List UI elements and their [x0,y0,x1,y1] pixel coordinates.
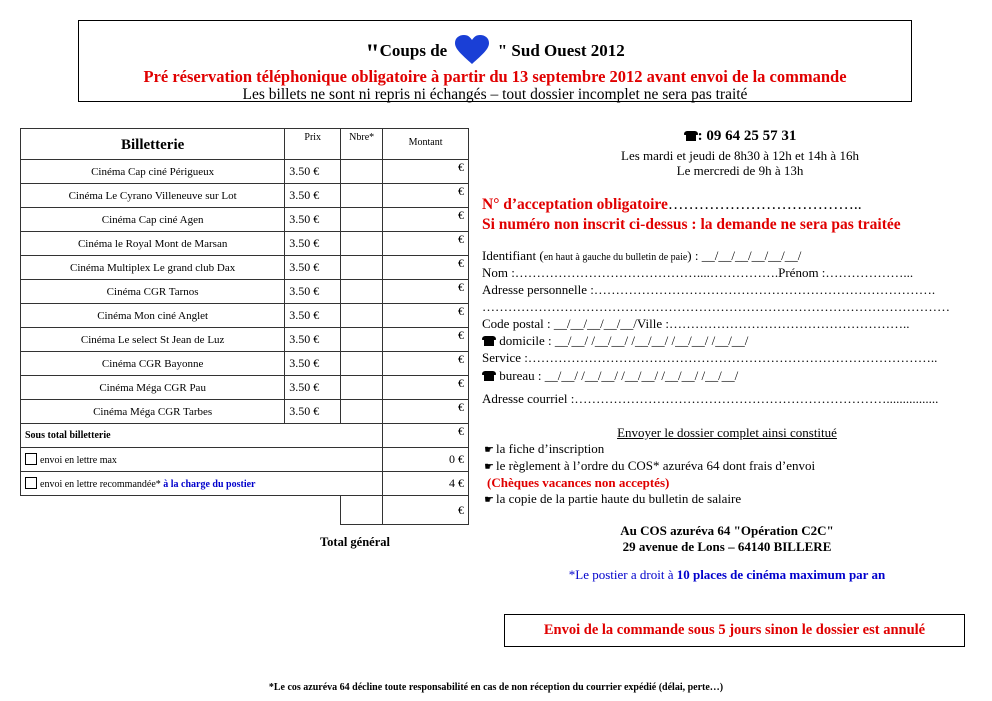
table-row [21,232,469,256]
cinema-name: Cinéma Multiplex Le grand club Dax [21,256,285,280]
nom-prenom-field[interactable]: Nom :……………………………………....…………….Prénom :………………... [482,265,914,280]
pointing-hand-icon: ☛ [484,461,494,473]
acceptance-number[interactable] [482,196,862,214]
send-item-1: ☛ la fiche d’inscription [482,441,604,457]
cinema-qty-input[interactable] [341,304,383,328]
cinema-name: Cinéma Mon ciné Anglet [21,304,285,328]
cinema-amount[interactable]: € [383,376,469,400]
cinema-amount[interactable]: € [383,304,469,328]
send-item-3: ☛ la copie de la partie haute du bulletin de salaire [482,491,741,507]
phone-icon [482,371,496,381]
adresse-field[interactable]: Adresse personnelle :……………………………………………………………………. [482,282,936,297]
letter-max-checkbox[interactable] [25,453,37,465]
cinema-amount[interactable]: € [383,256,469,280]
cinema-price: 3.50 € [285,328,341,352]
table-row [21,184,469,208]
acceptance-label: N° d’acceptation obligatoire [482,196,668,213]
cinema-amount[interactable]: € [383,160,469,184]
letter-max-row [21,448,469,472]
col-amount-header: Montant [383,129,469,160]
table-row [21,352,469,376]
send-title: Envoyer le dossier complet ainsi constitué [617,425,837,440]
mail-address-line2: 29 avenue de Lons – 64140 BILLERE [622,539,832,554]
title-suffix: " Sud Ouest 2012 [497,41,625,60]
phone-icon [684,131,698,141]
letter-max-value: 0 € [383,448,469,472]
cinema-qty-input[interactable] [341,376,383,400]
cinema-price: 3.50 € [285,208,341,232]
cinema-price: 3.50 € [285,232,341,256]
cinema-qty-input[interactable] [341,352,383,376]
ticket-table [20,128,469,525]
adresse-line2-field[interactable]: ……………………………………………………………………………………………… [482,299,950,314]
cinema-qty-input[interactable] [341,328,383,352]
cinema-price: 3.50 € [285,256,341,280]
pointing-hand-icon: ☛ [484,444,494,456]
code-postal-ville-field[interactable]: Code postal : __/__/__/__/__/Ville :……………………………………………….. [482,316,910,331]
col-qty-header: Nbre* [341,129,383,160]
mail-address-line1: Au COS azuréva 64 "Opération C2C" [620,523,834,538]
identifiant-field[interactable]: Identifiant (en haut à gauche du bulletin de paie) : __/__/__/__/__/__/ [482,248,802,263]
cinema-qty-input[interactable] [341,280,383,304]
cinema-name: Cinéma CGR Bayonne [21,352,285,376]
ticket-rows [21,160,469,424]
letter-registered-row [21,472,469,496]
cinema-price: 3.50 € [285,352,341,376]
header-title [79,33,911,70]
table-row [21,376,469,400]
cinema-name: Cinéma Méga CGR Pau [21,376,285,400]
cinema-price: 3.50 € [285,304,341,328]
cinema-amount[interactable]: € [383,352,469,376]
cinema-qty-input[interactable] [341,208,383,232]
bureau-phone-field[interactable]: bureau : __/__/ /__/__/ /__/__/ /__/__/ /__/__/ [482,368,738,384]
title-quote: " [365,39,380,68]
title-prefix: Coups de [379,41,448,60]
cinema-name: Cinéma le Royal Mont de Marsan [21,232,285,256]
table-row [21,400,469,424]
cinema-name: Cinéma Cap ciné Périgueux [21,160,285,184]
cinema-price: 3.50 € [285,184,341,208]
letter-max-label: envoi en lettre max [40,455,117,466]
cinema-amount[interactable]: € [383,400,469,424]
cheques-warning: (Chèques vacances non acceptés) [487,475,670,490]
letter-registered-note: à la charge du postier [163,479,256,490]
cinema-qty-input[interactable] [341,400,383,424]
cinema-name: Cinéma Méga CGR Tarbes [21,400,285,424]
phone-icon [482,336,496,346]
cinema-amount[interactable]: € [383,280,469,304]
cinema-qty-input[interactable] [341,160,383,184]
total-label: Total général [319,535,390,549]
courriel-field[interactable]: Adresse courriel :………………………………………………………………................ [482,391,939,406]
pointing-hand-icon: ☛ [484,494,494,506]
phone-number: : 09 64 25 57 31 [560,128,920,145]
acceptance-field[interactable]: ……………………………….. [667,196,862,213]
header-box [78,20,912,102]
footer-disclaimer: *Le cos azuréva 64 décline toute responsabilité en cas de non réception du courrier expédié (délai, perte…) [268,682,724,693]
cinema-name: Cinéma Cap ciné Agen [21,208,285,232]
col-price-header: Prix [285,129,341,160]
subtotal-label: Sous total billetterie [21,424,383,448]
letter-registered-checkbox[interactable] [25,477,37,489]
hours-tue-thu: Les mardi et jeudi de 8h30 à 12h et 14h à 16h [621,148,859,163]
subtotal-row [21,424,469,448]
hours-wed: Le mercredi de 9h à 13h [676,163,804,178]
send-item-2: ☛ le règlement à l’ordre du COS* azuréva 64 dont frais d’envoi [482,458,815,474]
cinema-amount[interactable]: € [383,184,469,208]
cinema-price: 3.50 € [285,280,341,304]
letter-registered-label: envoi en lettre recommandée* [40,479,161,490]
header-notice: Les billets ne sont ni repris ni échangés – tout dossier incomplet ne sera pas traité [242,86,748,103]
subtotal-value[interactable]: € [383,424,469,448]
service-field[interactable]: Service :………………………………………………………………………………….. [482,350,938,365]
table-row [21,208,469,232]
table-row [21,304,469,328]
cinema-amount[interactable]: € [383,232,469,256]
acceptance-warning: Si numéro non inscrit ci-dessus : la demande ne sera pas traitée [482,216,901,233]
table-row [21,256,469,280]
cinema-name: Cinéma Le select St Jean de Luz [21,328,285,352]
total-row [21,496,469,525]
cinema-name: Cinéma CGR Tarnos [21,280,285,304]
cinema-price: 3.50 € [285,400,341,424]
cinema-price: 3.50 € [285,376,341,400]
cinema-name: Cinéma Le Cyrano Villeneuve sur Lot [21,184,285,208]
cinema-qty-input[interactable] [341,256,383,280]
cinema-price: 3.50 € [285,160,341,184]
header-prereservation: Pré réservation téléphonique obligatoire à partir du 13 septembre 2012 avant envoi de la commande [143,67,847,86]
cinema-qty-input[interactable] [341,232,383,256]
table-header-row [21,129,469,160]
table-row [21,160,469,184]
table-row [21,280,469,304]
table-row [21,328,469,352]
cinema-qty-input[interactable] [341,184,383,208]
domicile-phone-field[interactable]: domicile : __/__/ /__/__/ /__/__/ /__/__/ /__/__/ [482,333,748,349]
heart-icon [455,35,489,70]
cinema-amount[interactable]: € [383,328,469,352]
letter-registered-value: 4 € [383,472,469,496]
cinema-amount[interactable]: € [383,208,469,232]
table-title: Billetterie [21,129,285,160]
deadline-box: Envoi de la commande sous 5 jours sinon le dossier est annulé [504,614,965,647]
total-value[interactable]: € [383,496,469,525]
postier-note: *Le postier a droit à 10 places de cinéma maximum par an [568,567,886,582]
